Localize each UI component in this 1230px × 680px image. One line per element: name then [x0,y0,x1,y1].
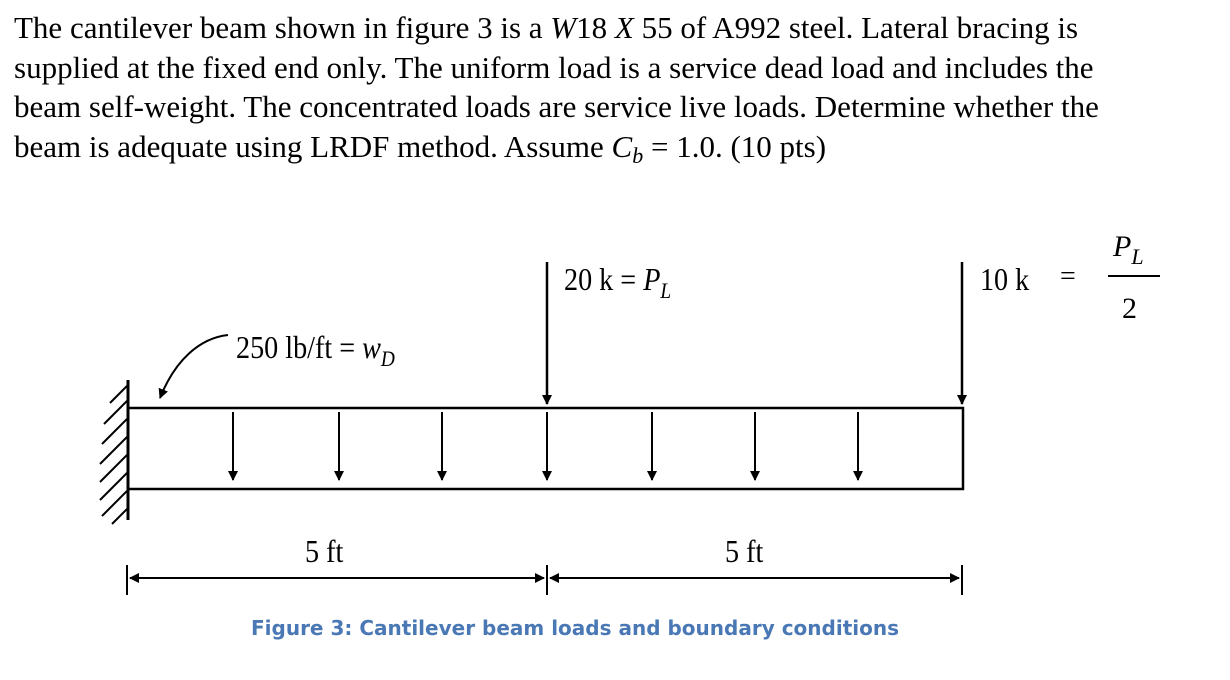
point-load-end-label: 10 k [980,261,1030,298]
problem-line-2: supplied at the fixed end only. The uniform load is a service dead load and includes the [14,49,1094,85]
section-weight: 55 [641,10,673,45]
fixed-support [100,380,128,524]
beam [128,408,963,489]
point-load-end-denominator: 2 [1122,292,1137,325]
section-w: W [550,10,577,45]
problem-text: The cantilever beam shown in figure 3 is a [14,10,551,45]
distributed-load-arrows [233,412,858,480]
udl-leader-arrow [160,335,228,398]
distributed-load-label: 250 $lb/ft = w_D$ [236,329,395,372]
problem-text: beam is adequate using LRDF method. Assume [14,128,612,164]
section-x: X [607,10,642,45]
point-load-end-numerator: $P_L$ [1113,230,1144,269]
point-load-end-equals: = [1060,261,1076,292]
problem-line-3: beam self-weight. The concentrated loads are service live loads. Determine whether the [14,89,1099,124]
cb-symbol: C [611,128,633,164]
dim-left-label: 5 ft [305,533,344,570]
dim-right-label: 5 ft [725,533,764,570]
problem-text: of A992 steel. Lateral bracing is [672,10,1079,45]
problem-text: = 1.0. (10 pts) [643,128,827,164]
cb-subscript: b [632,142,644,168]
point-load-mid-label: 20 $k = P_L$ [564,261,672,304]
figure-caption: Figure 3: Cantilever beam loads and boundary conditions [251,616,899,640]
dimension-line [127,565,962,595]
section-depth: 18 [576,10,608,45]
